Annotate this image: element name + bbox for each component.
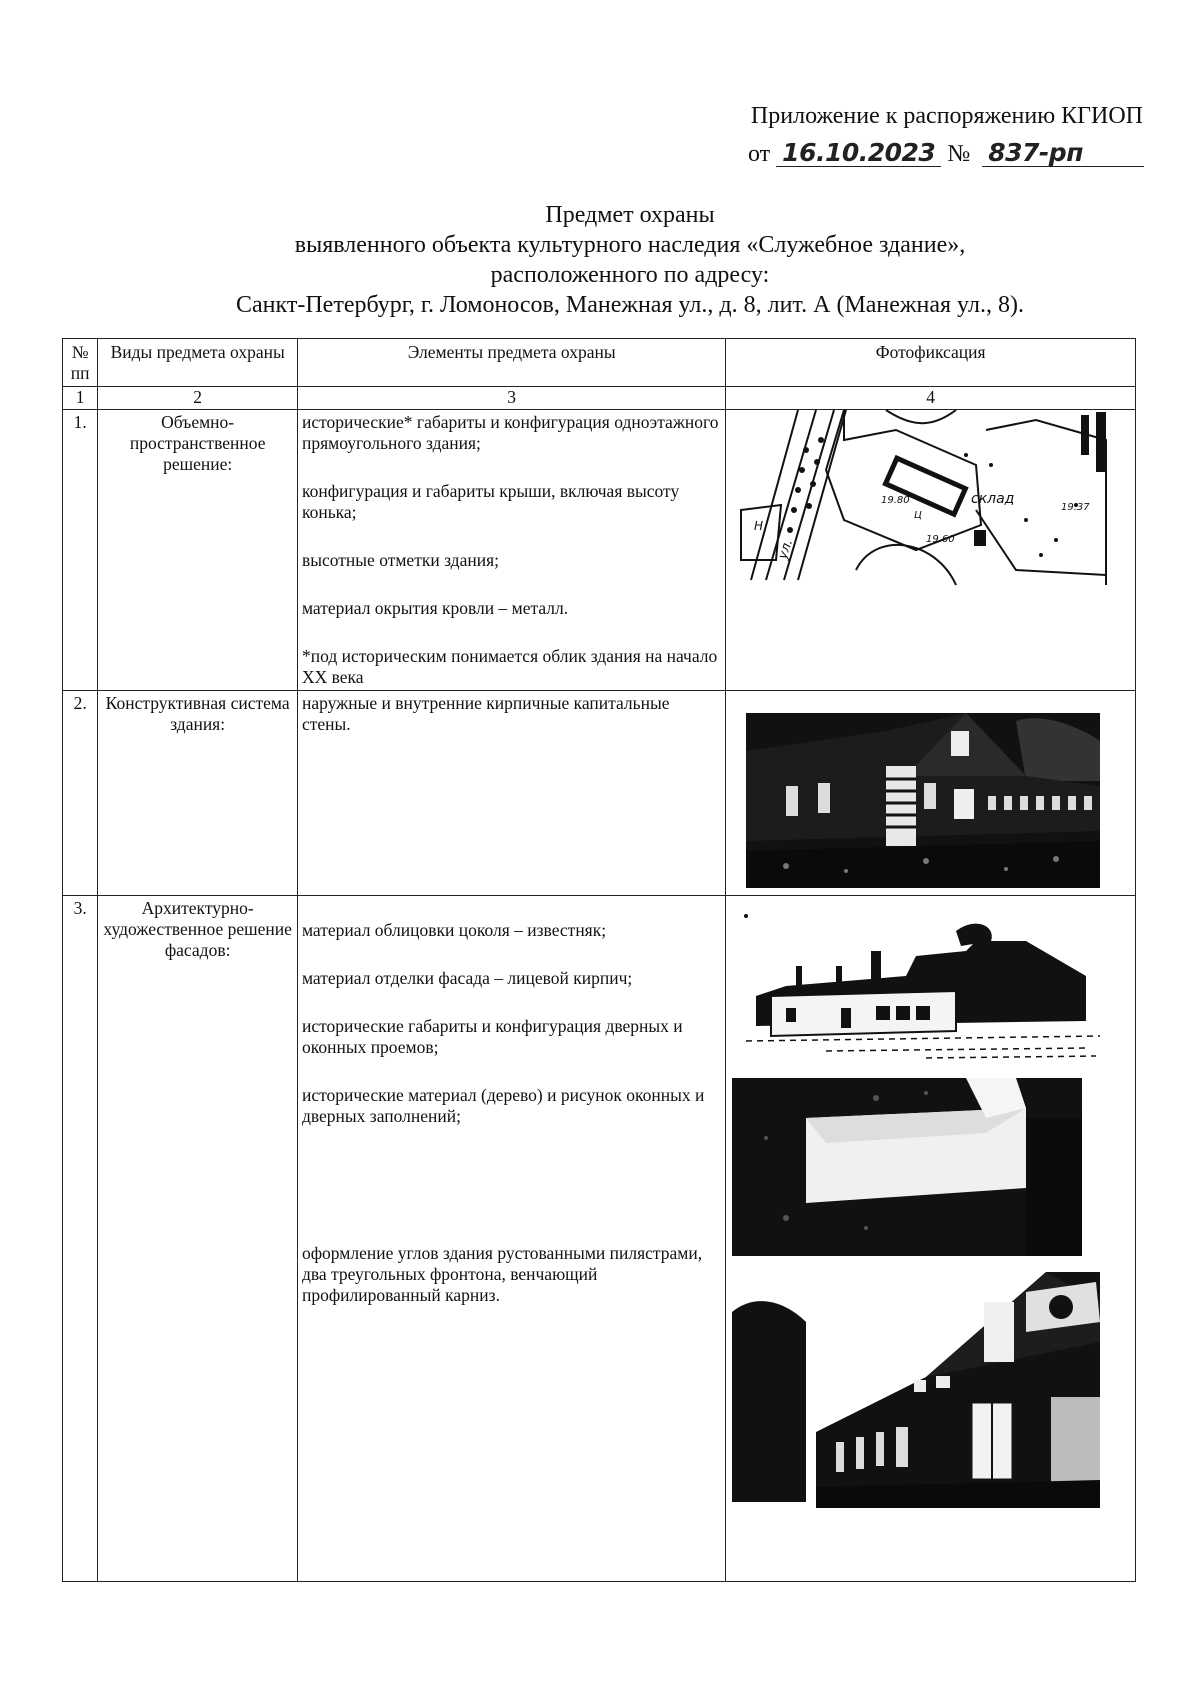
row-elements bbox=[297, 896, 725, 1582]
row-elements bbox=[297, 410, 725, 691]
map-street-label: ул. bbox=[775, 537, 797, 562]
building-photo-3 bbox=[726, 1078, 1120, 1258]
map-elevation-label: 19.80 bbox=[881, 495, 910, 506]
header-number: № пп bbox=[63, 339, 98, 387]
building-photo-2 bbox=[726, 896, 1120, 1066]
element-item: исторические материал (дерево) и рисунок оконных и дверных заполнений; bbox=[301, 1085, 705, 1126]
element-item: наружные и внутренние кирпичные капитальные стены. bbox=[301, 693, 670, 734]
row-number: 3. bbox=[63, 896, 98, 1582]
title-line-1: Предмет охраны bbox=[545, 202, 715, 228]
row-type: Объемно-пространственное решение: bbox=[98, 410, 298, 691]
protection-subject-table bbox=[62, 338, 1136, 1582]
table-row bbox=[63, 896, 1136, 1582]
document-title bbox=[0, 200, 1200, 320]
table-header-row bbox=[63, 339, 1136, 387]
element-item: высотные отметки здания; bbox=[301, 550, 499, 570]
map-elevation-label: 19.60 bbox=[926, 534, 955, 545]
element-item: конфигурация и габариты крыши, включая высоту конька; bbox=[301, 481, 680, 522]
title-line-2: выявленного объекта культурного наследия «Служебное здание», bbox=[294, 232, 966, 258]
table-row bbox=[63, 410, 1136, 691]
element-item: материал облицовки цоколя – известняк; bbox=[301, 920, 607, 940]
number-sign: № bbox=[947, 141, 971, 167]
building-photo-1 bbox=[726, 691, 1120, 895]
map-elevation-label: 19.37 bbox=[1061, 502, 1090, 513]
photo-cell bbox=[726, 691, 1136, 896]
row-number: 1. bbox=[63, 410, 98, 691]
row-number: 2. bbox=[63, 691, 98, 896]
handwritten-date: 16.10.2023 bbox=[776, 140, 941, 167]
row-type: Архитектурно-художественное решение фасадов: bbox=[98, 896, 298, 1582]
appendix-title: Приложение к распоряжению КГИОП bbox=[750, 103, 1143, 129]
map-label-warehouse: склад bbox=[971, 491, 1015, 507]
header-elements: Элементы предмета охраны bbox=[297, 339, 725, 387]
order-date-line bbox=[748, 140, 1144, 168]
date-prefix: от bbox=[748, 141, 771, 167]
table-row bbox=[63, 691, 1136, 896]
column-number-row bbox=[63, 387, 1136, 410]
element-item: оформление углов здания рустованными пилястрами, два треугольных фронтона, венчающий профилированный карниз. bbox=[301, 1243, 703, 1305]
column-number: 3 bbox=[297, 387, 725, 410]
element-item: материал отделки фасада – лицевой кирпич; bbox=[301, 968, 633, 988]
column-number: 1 bbox=[63, 387, 98, 410]
handwritten-order-number: 837-рп bbox=[982, 140, 1144, 167]
photo-cell bbox=[726, 896, 1136, 1582]
row-type: Конструктивная система здания: bbox=[98, 691, 298, 896]
column-number: 4 bbox=[726, 387, 1136, 410]
element-item: материал окрытия кровли – металл. bbox=[301, 598, 569, 618]
header-type: Виды предмета охраны bbox=[98, 339, 298, 387]
row-elements bbox=[297, 691, 725, 896]
element-item: исторические* габариты и конфигурация одноэтажного прямоугольного здания; bbox=[301, 412, 719, 453]
title-line-4: Санкт-Петербург, г. Ломоносов, Манежная ул., д. 8, лит. А (Манежная ул., 8). bbox=[236, 292, 1024, 318]
map-label: Ц bbox=[914, 510, 923, 521]
element-item: исторические габариты и конфигурация дверных и оконных проемов; bbox=[301, 1016, 683, 1057]
map-label: Н bbox=[754, 519, 764, 533]
header-photo: Фотофиксация bbox=[726, 339, 1136, 387]
title-line-3: расположенного по адресу: bbox=[490, 262, 770, 288]
column-number: 2 bbox=[98, 387, 298, 410]
photo-cell bbox=[726, 410, 1136, 691]
site-plan-map bbox=[726, 410, 1120, 588]
element-item: *под историческим понимается облик здания на начало XX века bbox=[301, 646, 718, 687]
building-photo-4 bbox=[726, 1272, 1120, 1508]
